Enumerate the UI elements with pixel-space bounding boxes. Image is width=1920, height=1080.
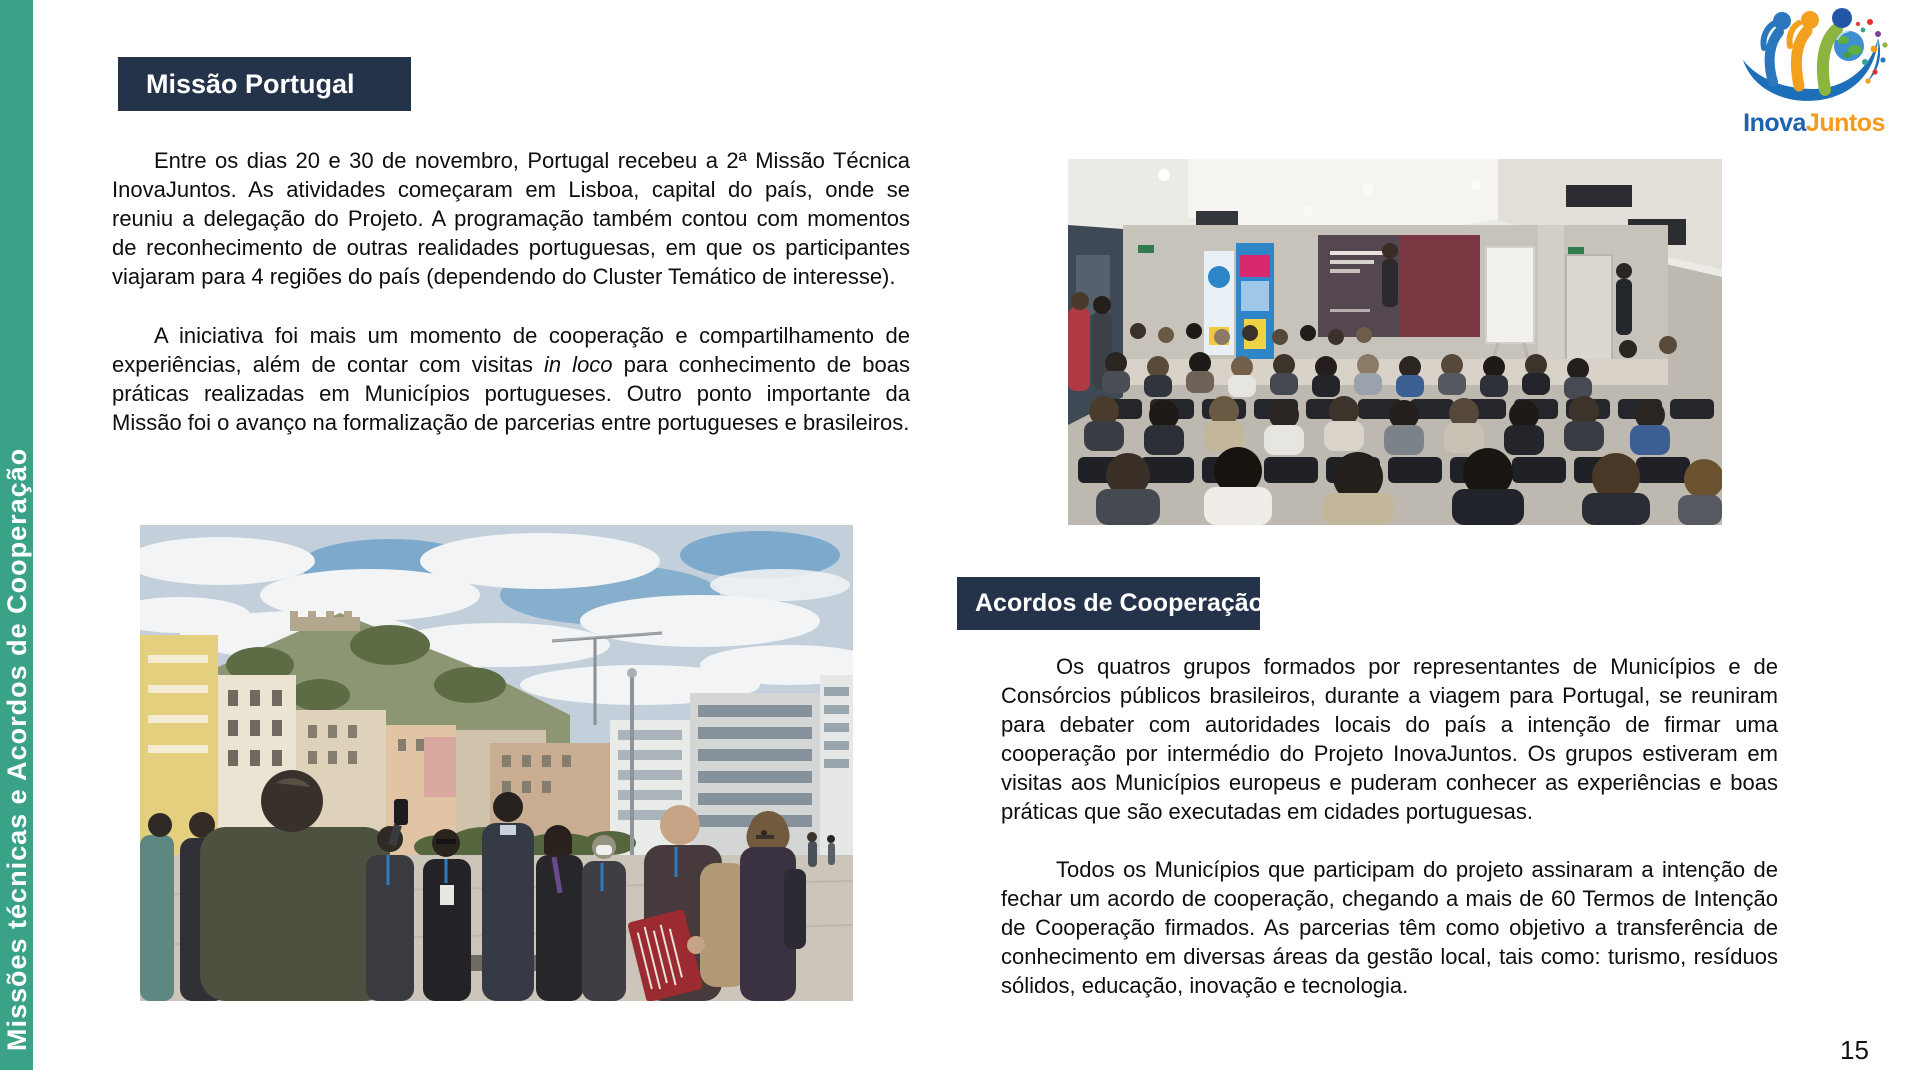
conference-photo-illustration [1068,159,1722,525]
paragraph: A iniciativa foi mais um momento de cooperação e compartilhamento de experiências, além de contar com visitas in loco para conhecimento de boas práticas realizadas em Municípios portugueses. Outro ponto importante da Missão foi o avanço na formalização de parcerias entre portugueses e brasileiros. [112,323,910,435]
page-number: 15 [1840,1035,1869,1065]
street-photo-illustration [140,525,853,1001]
italic-phrase: in loco [544,352,613,377]
section-1-text [112,146,910,437]
section-2-text [1001,652,1778,1000]
sidebar-label: Missões técnicas e Acordos de Cooperação [2,447,32,1051]
section-title: Acordos de Cooperação [975,589,1264,617]
logo-word-juntos: Juntos [1805,109,1885,137]
paragraph: Os quatros grupos formados por representantes de Municípios e de Consórcios públicos brasileiros, durante a viagem para Portugal, se reuniram para debater com autoridades locais do país a intenção de firmar uma cooperação por intermédio do Projeto InovaJuntos. Os grupos estiveram em visitas aos Municípios europeus e puderam conhecer as experiências e boas práticas que são executadas em cidades portuguesas. [1001,654,1778,824]
logo-wordmark [1736,110,1892,136]
paragraph: Entre os dias 20 e 30 de novembro, Portugal recebeu a 2ª Missão Técnica InovaJuntos. As atividades começaram em Lisboa, capital do país, onde se reuniu a delegação do Projeto. A programação também contou com momentos de reconhecimento de outras realidades portuguesas, em que os participantes viajaram para 4 regiões do país (dependendo do Cluster Temático de interesse). [112,148,910,289]
paragraph: Todos os Municípios que participam do projeto assinaram a intenção de fechar um acordo de cooperação, chegando a mais de 60 Termos de Intenção de Cooperação firmados. As parcerias têm como objetivo a transferência de conhecimento em diversas áreas da gestão local, tais como: turismo, resíduos sólidos, educação, inovação e tecnologia. [1001,857,1778,998]
section-heading-missao-portugal [118,57,411,111]
inovajuntos-logo-graphic [1736,2,1892,110]
inovajuntos-logo [1736,2,1892,140]
section-title: Missão Portugal [146,69,355,99]
conference-photo [1068,159,1722,525]
logo-word-inova: Inova [1743,109,1806,137]
street-photo [140,525,853,1001]
section-heading-acordos-cooperacao [957,577,1264,630]
sidebar [0,0,33,1070]
